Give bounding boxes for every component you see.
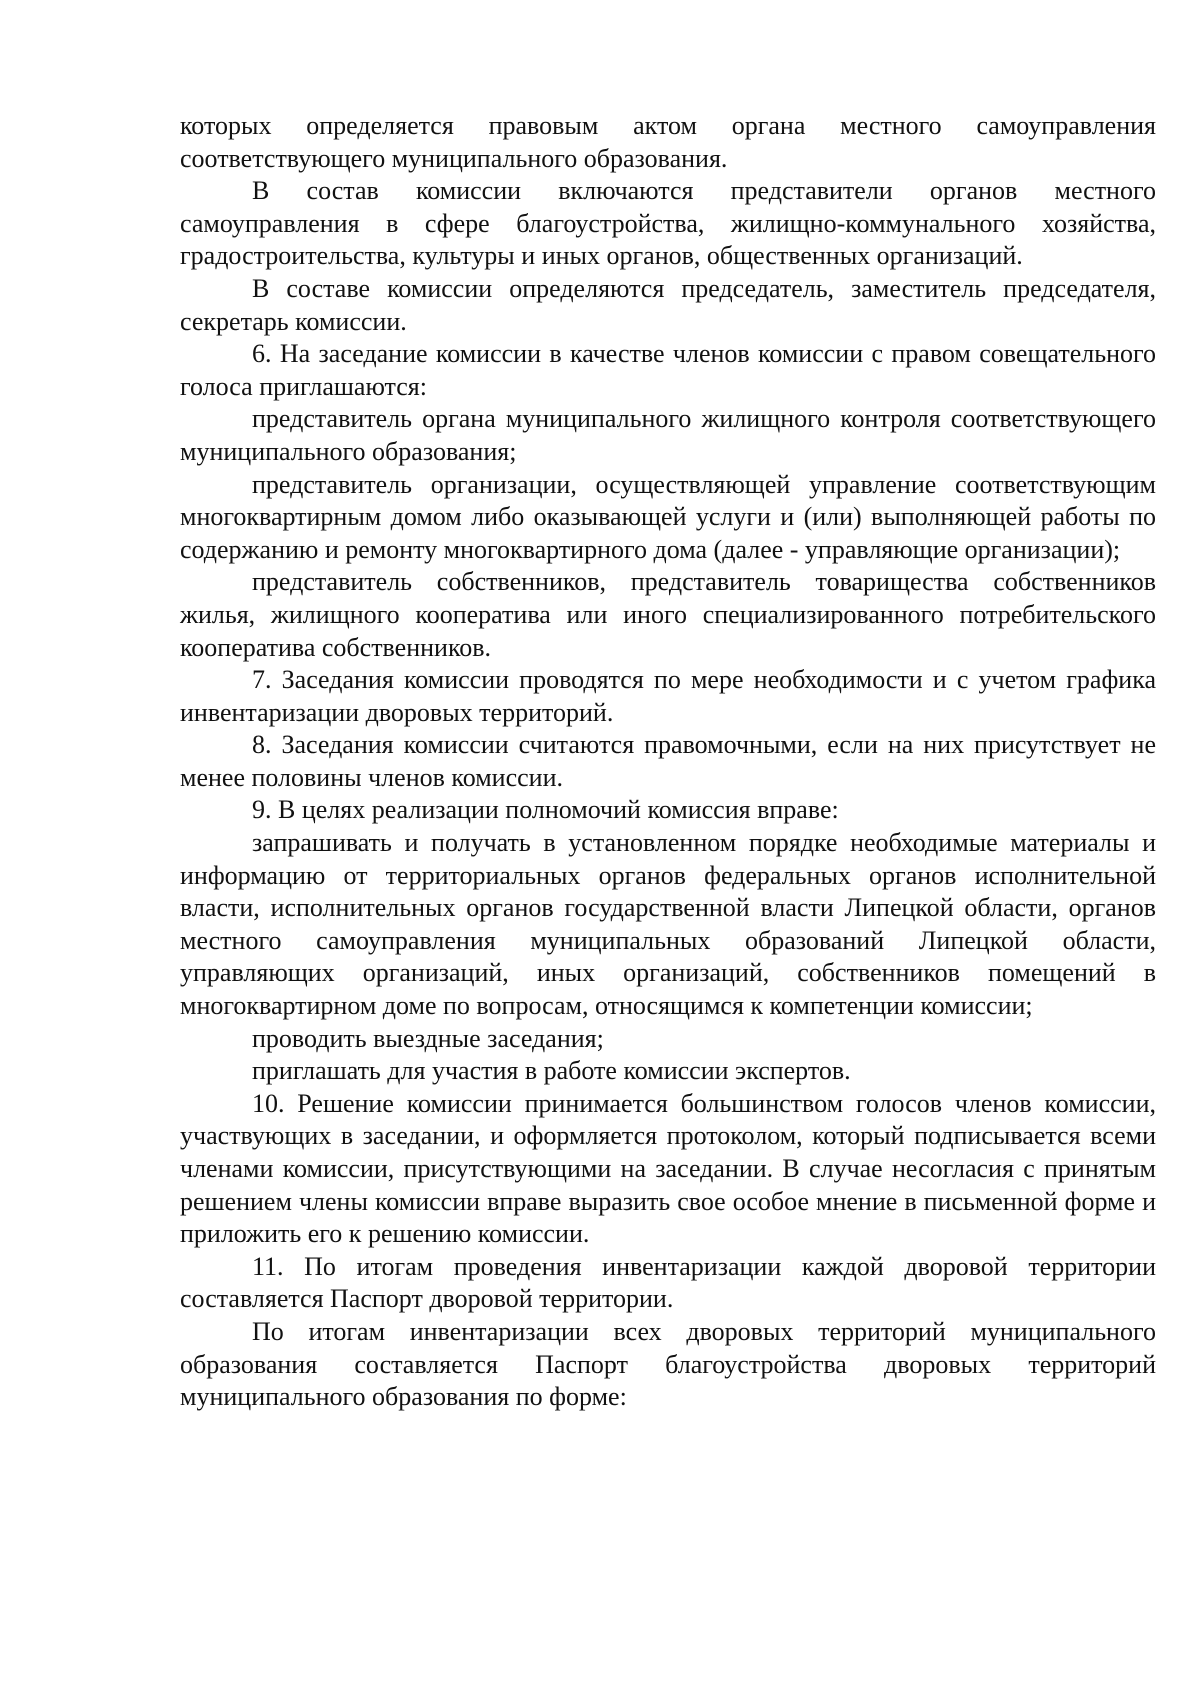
paragraph-item-9-invite-experts: приглашать для участия в работе комиссии экспертов. (252, 1056, 851, 1086)
paragraph-commission-composition: В состав комиссии включаются представители органов местного самоуправления в сфере благоустройства, жилищно-коммунального хозяйства, градостроительства, культуры и иных органов, общественных организаций. (180, 176, 1156, 271)
paragraph-item-6: 6. На заседание комиссии в качестве членов комиссии с правом совещательного голоса приглашаются: (180, 339, 1156, 401)
paragraph-passport-form: По итогам инвентаризации всех дворовых территорий муниципального образования составляется Паспорт благоустройства дворовых территорий муниципального образования по форме: (180, 1316, 1156, 1412)
paragraph-continuation: которых определяется правовым актом органа местного самоуправления соответствующего муниципального образования. (180, 111, 1156, 173)
document-body (180, 110, 1156, 1414)
paragraph-item-6-control-representative: представитель органа муниципального жилищного контроля соответствующего муниципального образования; (180, 404, 1156, 466)
paragraph-item-9: 9. В целях реализации полномочий комиссия вправе: (252, 795, 839, 825)
paragraph-item-6-owners-representative: представитель собственников, представитель товарищества собственников жилья, жилищного кооператива или иного специализированного потребительского кооператива собственников. (180, 567, 1156, 662)
paragraph-item-9-field-meetings: проводить выездные заседания; (252, 1023, 604, 1053)
paragraph-item-7: 7. Заседания комиссии проводятся по мере необходимости и с учетом графика инвентаризации дворовых территорий. (180, 665, 1156, 727)
paragraph-item-6-management-representative: представитель организации, осуществляющей управление соответствующим многоквартирным домом либо оказывающей услуги и (или) выполняющей работы по содержанию и ремонту многоквартирного дома (далее - управляющие организации); (180, 469, 1156, 564)
paragraph-commission-officers: В составе комиссии определяются председатель, заместитель председателя, секретарь комиссии. (180, 273, 1156, 336)
paragraph-item-10: 10. Решение комиссии принимается большинством голосов членов комиссии, участвующих в заседании, и оформляется протоколом, который подписывается всеми членами комиссии, присутствующими на заседании. В случае несогласия с принятым решением члены комиссии вправе выразить свое особое мнение в письменной форме и приложить его к решению комиссии. (180, 1088, 1156, 1249)
paragraph-item-9-request-info: запрашивать и получать в установленном порядке необходимые материалы и информацию от территориальных органов федеральных органов исполнительной власти, исполнительных органов государственной власти Липецкой области, органов местного самоуправления муниципальных образований Липецкой области, управляющих организаций, иных организаций, собственников помещений в многоквартирном доме по вопросам, относящимся к компетенции комиссии; (180, 828, 1156, 1021)
paragraph-item-11: 11. По итогам проведения инвентаризации каждой дворовой территории составляется Паспорт дворовой территории. (180, 1251, 1156, 1314)
paragraph-item-8: 8. Заседания комиссии считаются правомочными, если на них присутствует не менее половины членов комиссии. (180, 730, 1156, 792)
